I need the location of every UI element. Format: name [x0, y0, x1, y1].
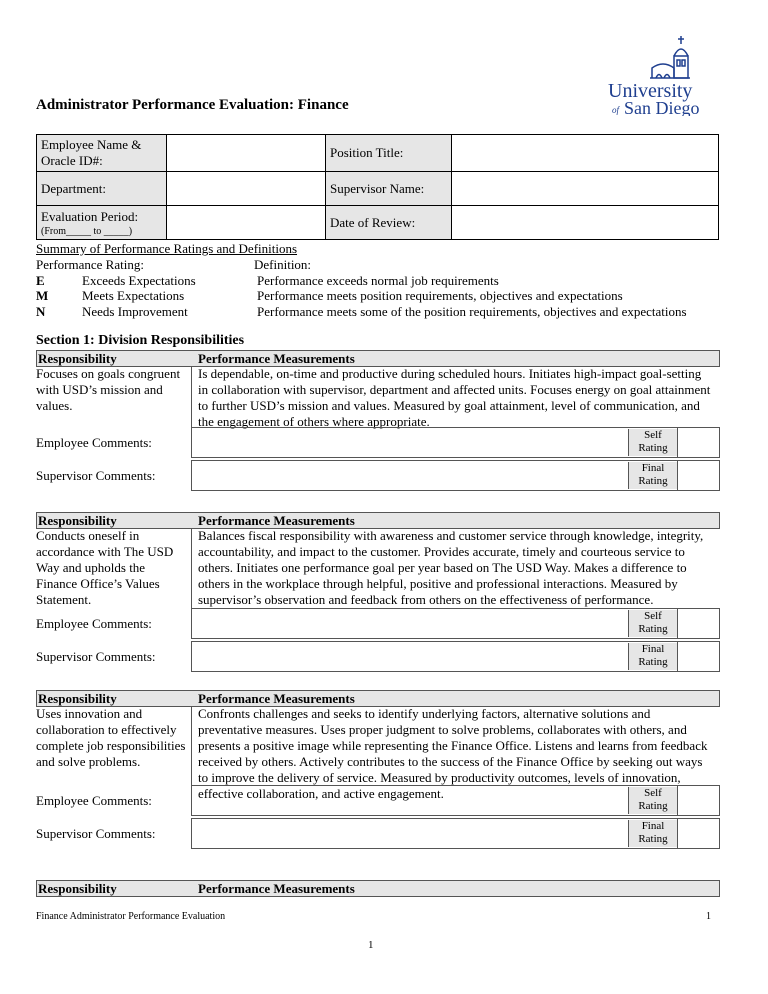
rating-name: Exceeds Expectations	[82, 273, 196, 288]
supervisor-comments-label: Supervisor Comments:	[36, 468, 156, 483]
self-rating-label: Self Rating	[628, 429, 677, 456]
block-header	[36, 690, 720, 707]
measurements-text: Balances fiscal responsibility with awareness and customer service through knowledge, integrity, accountability, and impact to the customer. Provides accurate, timely and courteous service to others. Initiates one performance goal per year based on The USD Way. Makes a difference to others in the workplace through helpful, positive and professional interactions. Measured by supervisor’s observation and feedback from others on the effectiveness of performance.	[198, 528, 704, 607]
evaluation-period-text: Evaluation Period:	[41, 208, 139, 224]
block-header	[36, 350, 720, 367]
final-rating-label: Final Rating	[628, 462, 677, 489]
column-divider	[191, 366, 192, 430]
rating-header: Performance Rating:	[36, 257, 144, 272]
employee-name-field[interactable]	[167, 135, 326, 172]
rating-name: Needs Improvement	[82, 304, 188, 319]
responsibility-text: Focuses on goals congruent with USD’s mission and values.	[36, 366, 181, 413]
block-header	[36, 880, 720, 897]
final-rating-field[interactable]	[677, 642, 719, 671]
rating-name: Meets Expectations	[82, 288, 185, 303]
footer-right: 1	[706, 911, 711, 922]
employee-info-table	[36, 134, 719, 240]
measurements-col-header: Performance Measurements	[198, 513, 355, 528]
period-range-text: (From_____ to _____)	[41, 225, 133, 237]
block-header	[36, 512, 720, 529]
oracle-id-text: Oracle ID#:	[41, 153, 103, 168]
final-rating-label: Final Rating	[628, 820, 677, 847]
responsibility-text: Conducts oneself in accordance with The USD Way and upholds the Finance Office’s Values Statement.	[36, 528, 174, 607]
rating-row-m	[36, 288, 736, 305]
summary-heading: Summary of Performance Ratings and Definitions	[36, 241, 298, 256]
evaluation-period-field[interactable]	[167, 206, 326, 240]
page-number: 1	[368, 939, 374, 951]
rating-row-n	[36, 304, 736, 321]
supervisor-comments-field[interactable]	[191, 460, 720, 491]
employee-comments-field[interactable]	[191, 427, 720, 458]
self-rating-field[interactable]	[677, 609, 719, 638]
responsibility-col-header: Responsibility	[38, 691, 117, 706]
measurements-text: Confronts challenges and seeks to identify underlying factors, alternative solutions and preventative measures. Uses proper judgment to solve problems, collaborates with others, and presents a positive image while representing the Finance Office. Listens and learns from feedback received by others. Actively contributes to the success of the Finance Office by seeking out ways to improve the delivery of service. Measured by productivity outcomes, levels of innovation, effective collaboration, and active engagement.	[198, 706, 708, 801]
supervisor-comments-label: Supervisor Comments:	[36, 649, 156, 664]
self-rating-field[interactable]	[677, 786, 719, 815]
measurements-col-header: Performance Measurements	[198, 881, 355, 896]
supervisor-comments-row	[36, 818, 720, 849]
department-field[interactable]	[167, 172, 326, 206]
rating-definition: Performance meets position requirements, objectives and expectations	[257, 288, 623, 303]
employee-name-text: Employee Name &	[41, 137, 142, 152]
final-rating-label: Final Rating	[628, 643, 677, 670]
supervisor-name-field[interactable]	[452, 172, 719, 206]
logo-text-san-diego: San Diego	[624, 98, 700, 116]
measurements-col-header: Performance Measurements	[198, 691, 355, 706]
section1-heading: Section 1: Division Responsibilities	[36, 333, 245, 348]
rating-definition: Performance exceeds normal job requirements	[257, 273, 499, 288]
rating-code: E	[36, 273, 45, 288]
final-rating-field[interactable]	[677, 461, 719, 490]
position-title-label: Position Title:	[326, 135, 452, 172]
footer-left: Finance Administrator Performance Evaluation	[36, 911, 226, 922]
employee-comments-label: Employee Comments:	[36, 435, 152, 450]
supervisor-comments-row	[36, 641, 720, 672]
employee-comments-row	[36, 785, 720, 816]
responsibility-col-header: Responsibility	[38, 351, 117, 366]
definition-header: Definition:	[254, 257, 312, 272]
employee-comments-label: Employee Comments:	[36, 616, 152, 631]
supervisor-comments-field[interactable]	[191, 818, 720, 849]
rating-header-row	[36, 257, 736, 274]
mission-tower-icon	[604, 34, 714, 116]
logo-text-of: of	[612, 105, 620, 115]
evaluation-period-label	[37, 206, 167, 240]
measurements-text: Is dependable, on-time and productive during scheduled hours. Initiates high-impact goal-setting in collaboration with supervisor, department and affected units. Focuses energy on goal attainment to further USD’s mission and values. Measured by goal attainment, level of communication, and the engagement of others where appropriate.	[198, 366, 711, 429]
self-rating-field[interactable]	[677, 428, 719, 457]
final-rating-field[interactable]	[677, 819, 719, 848]
document-title: Administrator Performance Evaluation: Finance	[36, 97, 349, 113]
self-rating-label: Self Rating	[628, 787, 677, 814]
employee-comments-row	[36, 427, 720, 458]
responsibility-text: Uses innovation and collaboration to effectively complete job responsibilities and solve problems.	[36, 706, 186, 769]
supervisor-comments-label: Supervisor Comments:	[36, 826, 156, 841]
rating-definition: Performance meets some of the position requirements, objectives and expectations	[257, 304, 687, 319]
responsibility-col-header: Responsibility	[38, 513, 117, 528]
column-divider	[191, 706, 192, 786]
employee-comments-field[interactable]	[191, 608, 720, 639]
department-label: Department:	[37, 172, 167, 206]
column-divider	[191, 528, 192, 608]
date-of-review-label: Date of Review:	[326, 206, 452, 240]
position-title-field[interactable]	[452, 135, 719, 172]
self-rating-label: Self Rating	[628, 610, 677, 637]
logo-text-university: University	[608, 80, 693, 102]
responsibility-col-header: Responsibility	[38, 881, 117, 896]
supervisor-comments-field[interactable]	[191, 641, 720, 672]
date-of-review-field[interactable]	[452, 206, 719, 240]
rating-code: N	[36, 304, 46, 319]
supervisor-name-label: Supervisor Name:	[326, 172, 452, 206]
employee-comments-field[interactable]	[191, 785, 720, 816]
employee-name-label	[37, 135, 167, 172]
employee-comments-row	[36, 608, 720, 639]
rating-code: M	[36, 288, 49, 303]
employee-comments-label: Employee Comments:	[36, 793, 152, 808]
measurements-col-header: Performance Measurements	[198, 351, 355, 366]
university-logo	[604, 34, 714, 116]
supervisor-comments-row	[36, 460, 720, 491]
